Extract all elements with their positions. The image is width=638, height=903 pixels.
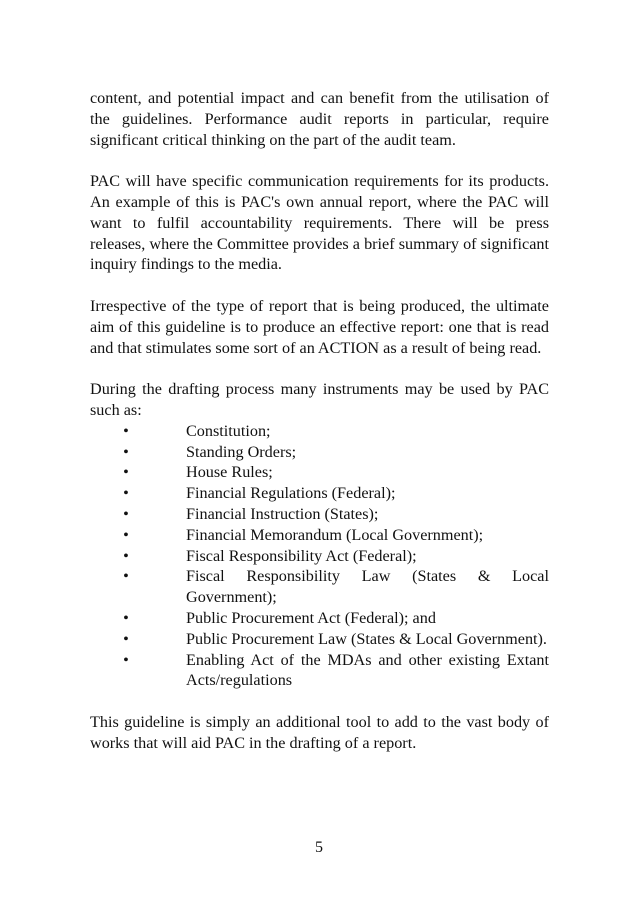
paragraph-communication: PAC will have specific communication requirements for its products. An example of this is PAC's own annual report, where the PAC will want to fulfil accountability requirements. There will be press releases, where the Committee provides a brief summary of significant inquiry findings to the media. <box>90 172 549 274</box>
list-item <box>90 504 549 525</box>
paragraph-effective-report: Irrespective of the type of report that is being produced, the ultimate aim of this guideline is to produce an effective report: one that is read and that stimulates some sort of an ACTION as a result of being read. <box>90 296 549 357</box>
bullet-icon: • <box>123 421 129 440</box>
bullet-icon: • <box>123 629 129 648</box>
list-item-text: Financial Instruction (States); <box>186 504 379 523</box>
list-item <box>90 442 549 463</box>
bullet-icon: • <box>123 608 129 627</box>
list-item-text: Constitution; <box>186 421 271 440</box>
list-item-text: Financial Memorandum (Local Government); <box>186 525 484 544</box>
list-item <box>90 629 549 650</box>
list-item-text: Public Procurement Law (States & Local Government). <box>186 629 547 648</box>
list-item-text: Enabling Act of the MDAs and other existing Extant Acts/regulations <box>186 650 549 690</box>
page-body <box>90 88 549 774</box>
bullet-icon: • <box>123 650 129 669</box>
list-item <box>90 650 549 692</box>
list-item-text: Public Procurement Act (Federal); and <box>186 608 436 627</box>
list-item <box>90 566 549 608</box>
instruments-list <box>90 421 549 691</box>
list-item <box>90 462 549 483</box>
bullet-icon: • <box>123 484 129 503</box>
list-item <box>90 525 549 546</box>
paragraph-closing: This guideline is simply an additional tool to add to the vast body of works that will aid PAC in the drafting of a report. <box>90 712 549 752</box>
paragraph-utilisation: content, and potential impact and can benefit from the utilisation of the guidelines. Performance audit reports in particular, require significant critical thinking on the part of the audit team. <box>90 89 549 149</box>
bullet-icon: • <box>123 504 129 523</box>
list-item <box>90 483 549 504</box>
page-number: 5 <box>315 839 323 856</box>
list-item-text: Financial Regulations (Federal); <box>186 484 396 503</box>
list-item <box>90 608 549 629</box>
list-item-text: Standing Orders; <box>186 442 297 461</box>
list-item <box>90 421 549 442</box>
list-item-text: Fiscal Responsibility Act (Federal); <box>186 546 417 565</box>
bullet-icon: • <box>123 567 129 586</box>
bullet-icon: • <box>123 546 129 565</box>
bullet-icon: • <box>123 463 129 482</box>
list-item <box>90 546 549 567</box>
list-item-text: Fiscal Responsibility Law (States & Local Government); <box>186 567 549 607</box>
bullet-icon: • <box>123 442 129 461</box>
bullet-icon: • <box>123 525 129 544</box>
instruments-intro: During the drafting process many instruments may be used by PAC such as: <box>90 380 549 419</box>
list-item-text: House Rules; <box>186 463 273 482</box>
